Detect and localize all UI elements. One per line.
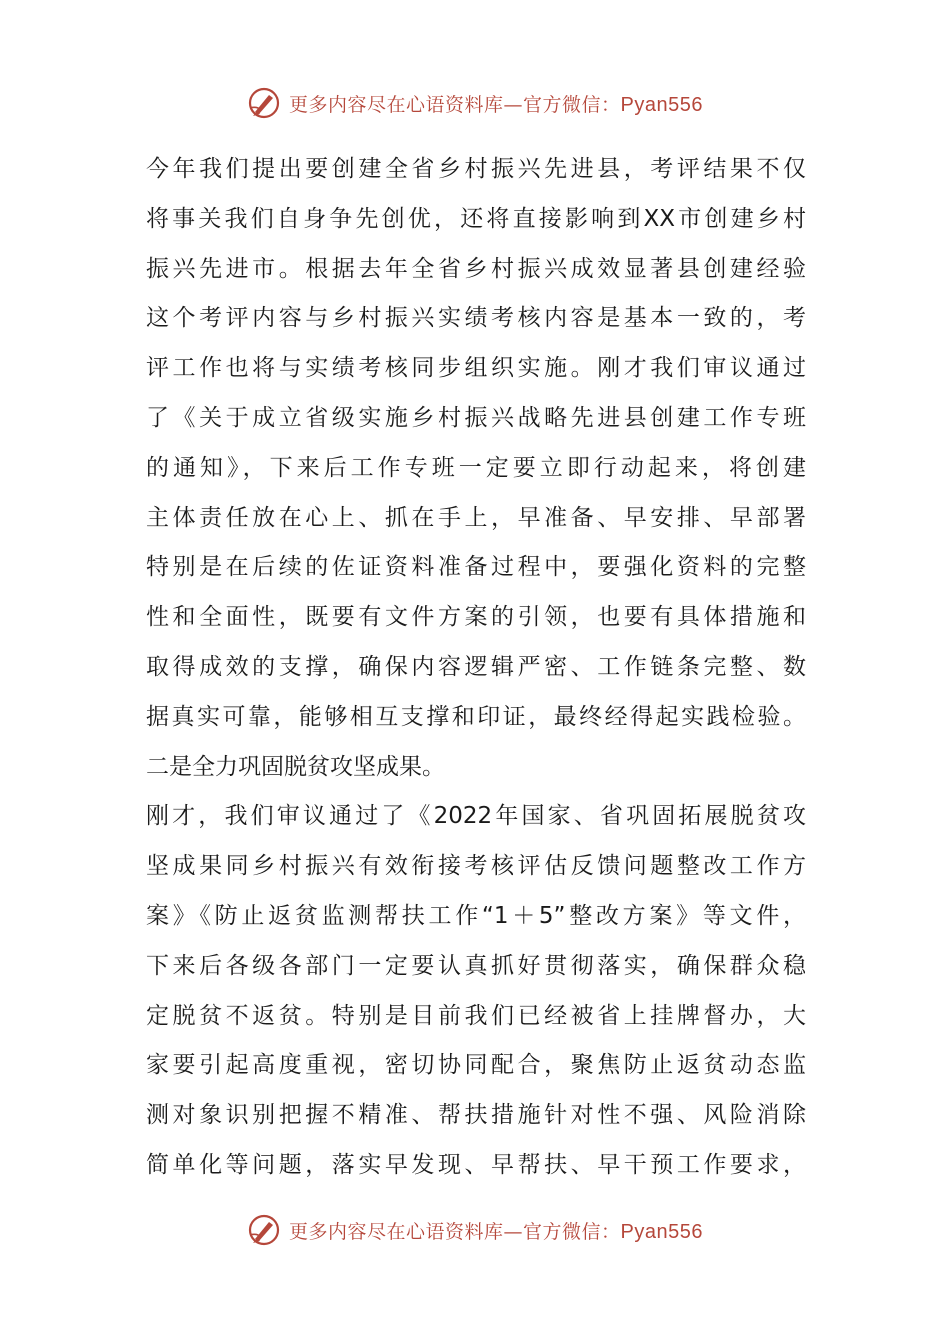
text-line: 坚成果同乡村振兴有效衔接考核评估反馈问题整改工作方 [146,853,806,880]
banner-wechat-id: Pyan556 [620,93,703,116]
text-line: 据真实可靠，能够相互支撑和印证，最终经得起实践检验。 [146,703,806,730]
text-line: 取得成效的支撑，确保内容逻辑严密、工作链条完整、数 [146,653,806,680]
pen-nib-logo-icon [247,86,281,120]
text-line: 定脱贫不返贫。特别是目前我们已经被省上挂牌督办，大 [146,1002,806,1029]
text-line: 测对象识别把握不精准、帮扶措施针对性不强、风险消除 [146,1102,806,1129]
text-line: 评工作也将与实绩考核同步组织实施。刚才我们审议通过 [146,355,806,382]
text-line: 这个考评内容与乡村振兴实绩考核内容是基本一致的，考 [146,305,806,332]
text-line: 今年我们提出要创建全省乡村振兴先进县，考评结果不仅 [146,156,806,182]
pen-nib-logo-icon [247,1213,281,1247]
text-line: 特别是在后续的佐证资料准备过程中，要强化资料的完整 [146,554,806,581]
banner-dash: — [503,93,524,116]
text-line: 将事关我们自身争先创优，还将直接影响到XX市创建乡村 [146,205,806,232]
banner-site-text: 更多内容尽在心语资料库 [289,93,504,116]
text-line: 主体责任放在心上、抓在手上，早准备、早安排、早部署 [146,504,806,531]
document-body [146,145,806,1191]
text-line: 性和全面性，既要有文件方案的引领，也要有具体措施和 [146,604,806,631]
banner-wechat-label: 官方微信： [523,93,621,116]
text-line: 家要引起高度重视，密切协同配合，聚焦防止返贫动态监 [146,1052,806,1079]
banner-text [289,1217,703,1244]
section-heading: 二是全力巩固脱贫攻坚成果。 [146,753,445,780]
banner-wechat-label: 官方微信： [523,1220,621,1243]
header-banner [0,83,950,123]
text-line: 案》《防止返贫监测帮扶工作“1＋5”整改方案》等文件， [146,902,806,929]
text-line: 了《关于成立省级实施乡村振兴战略先进县创建工作专班 [146,404,806,431]
banner-text [289,90,703,117]
text-line: 刚才，我们审议通过了《2022年国家、省巩固拓展脱贫攻 [146,803,806,830]
banner-dash: — [503,1220,524,1243]
text-line: 下来后各级各部门一定要认真抓好贯彻落实，确保群众稳 [146,952,806,979]
banner-site-text: 更多内容尽在心语资料库 [289,1220,504,1243]
text-line: 的通知》，下来后工作专班一定要立即行动起来，将创建 [146,454,806,481]
text-line: 振兴先进市。根据去年全省乡村振兴成效显著县创建经验 [146,255,806,282]
banner-wechat-id: Pyan556 [620,1220,703,1243]
text-line: 简单化等问题，落实早发现、早帮扶、早干预工作要求， [146,1151,806,1178]
footer-banner [0,1210,950,1250]
